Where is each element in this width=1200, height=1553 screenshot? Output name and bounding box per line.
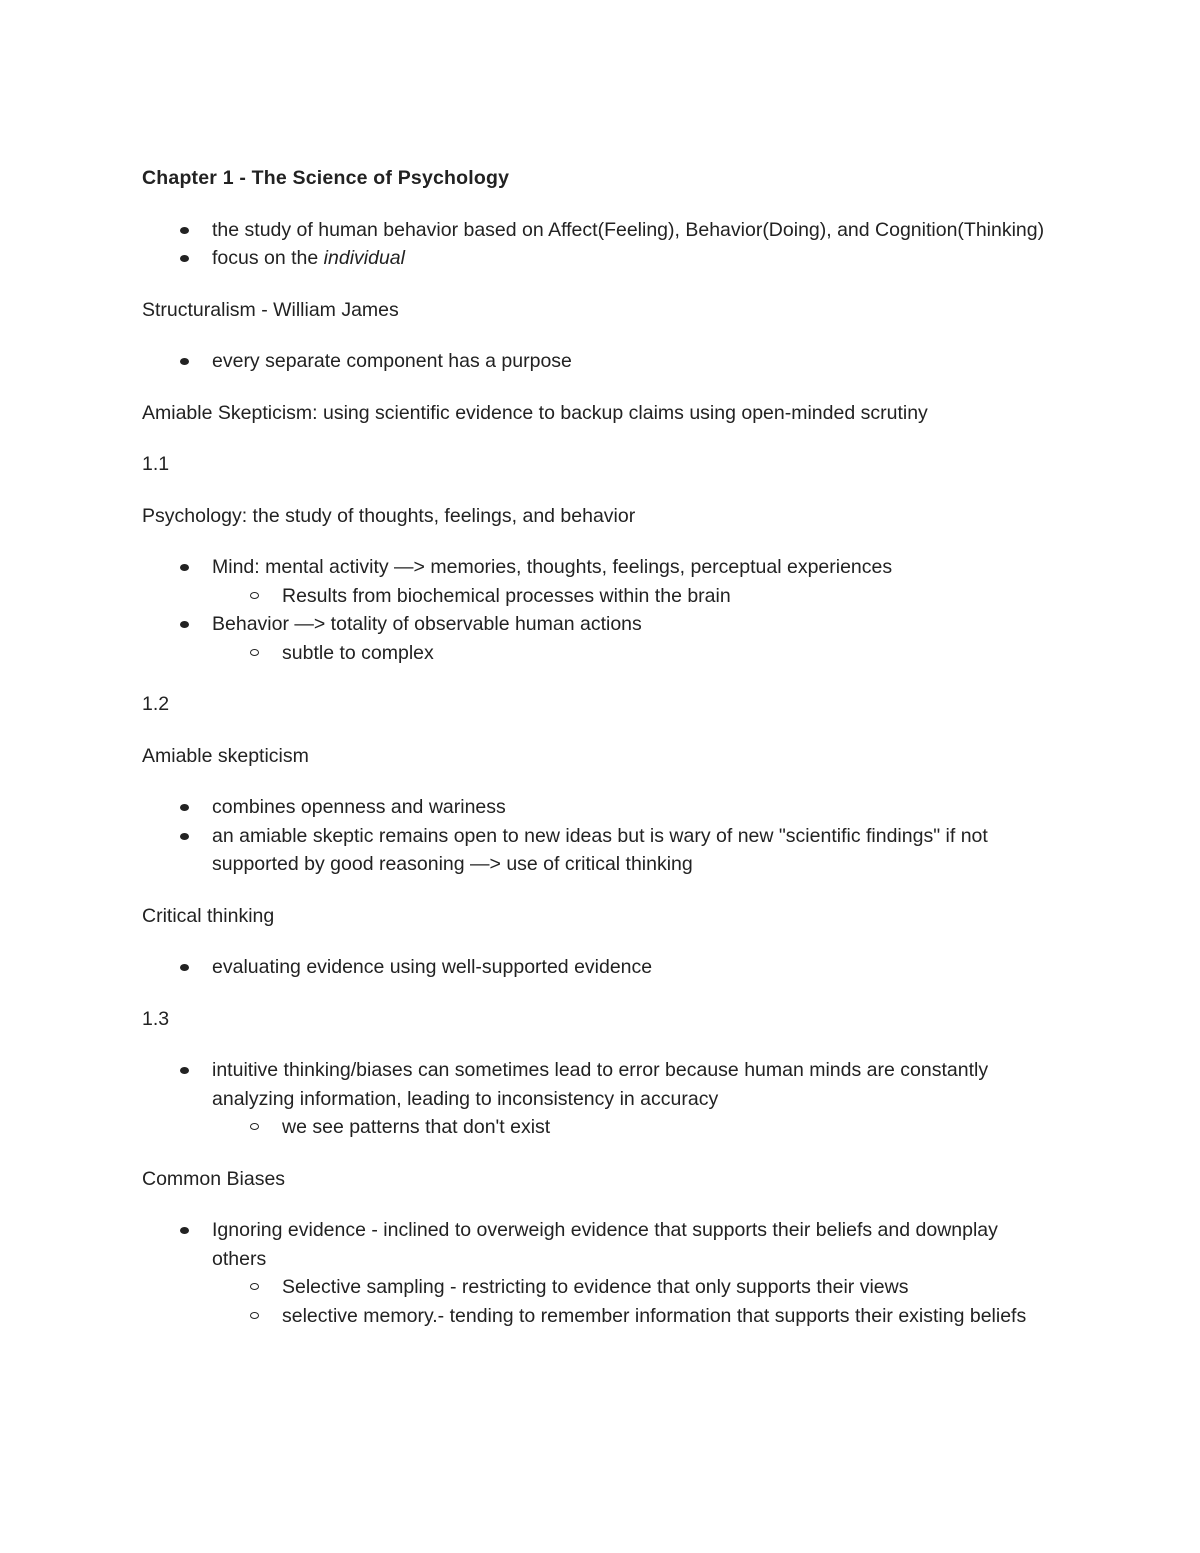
intro-list <box>142 216 1052 273</box>
chapter-title: Chapter 1 - The Science of Psychology <box>142 167 510 189</box>
bullet-icon <box>180 833 189 840</box>
emphasis-text: individual <box>323 247 405 269</box>
list-item <box>142 553 1052 610</box>
structuralism-list <box>142 347 1052 376</box>
hollow-bullet-icon <box>250 649 259 656</box>
structuralism-heading: Structuralism - William James <box>142 298 399 321</box>
list-item <box>142 822 1052 879</box>
sub-list <box>212 1113 1052 1142</box>
section-number: 1.3 <box>142 1007 170 1030</box>
sub-list-item-text: subtle to complex <box>282 641 434 664</box>
list-item-text: Behavior —> totality of observable human actions <box>212 613 642 635</box>
amiable-skepticism-heading: Amiable skepticism <box>142 744 309 767</box>
bullet-icon <box>180 227 189 234</box>
hollow-bullet-icon <box>250 592 259 599</box>
amiable-skepticism-definition: Amiable Skepticism: using scientific evidence to backup claims using open-minded scrutiny <box>142 401 928 424</box>
bullet-icon <box>180 804 189 811</box>
bullet-icon <box>180 564 189 571</box>
list-item <box>142 610 1052 667</box>
section-number: 1.1 <box>142 453 170 475</box>
list-item-text: combines openness and wariness <box>212 796 506 818</box>
list-item <box>142 216 1052 245</box>
list-item-text: Ignoring evidence - inclined to overweigh evidence that supports their beliefs and downplay others <box>212 1219 998 1270</box>
list-item-text: intuitive thinking/biases can sometimes lead to error because human minds are constantly analyzing information, leading to inconsistency in accuracy <box>212 1059 989 1110</box>
sub-list-item-text: Results from biochemical processes within the brain <box>282 584 731 607</box>
list-item-text: Mind: mental activity —> memories, thoughts, feelings, perceptual experiences <box>212 556 893 578</box>
list-item-text: focus on the <box>212 247 324 269</box>
common-biases-list <box>142 1216 1052 1330</box>
amiable-skepticism-list <box>142 793 1052 879</box>
hollow-bullet-icon <box>250 1283 259 1290</box>
list-item <box>142 953 1052 982</box>
list-item-text: the study of human behavior based on Affect(Feeling), Behavior(Doing), and Cognition(Thinking) <box>212 218 1045 241</box>
bullet-icon <box>180 621 189 628</box>
sub-list <box>212 1273 1052 1330</box>
section-number: 1.2 <box>142 693 170 715</box>
psychology-definition: Psychology: the study of thoughts, feelings, and behavior <box>142 504 636 527</box>
list-item <box>142 1056 1052 1142</box>
sub-list-item-text: Selective sampling - restricting to evidence that only supports their views <box>282 1276 909 1298</box>
bullet-icon <box>180 964 189 971</box>
hollow-bullet-icon <box>250 1312 259 1319</box>
bullet-icon <box>180 1067 189 1074</box>
sub-list <box>212 639 1052 668</box>
sub-list-item <box>212 1302 1052 1331</box>
bullet-icon <box>180 1227 189 1234</box>
mind-behavior-list <box>142 553 1052 667</box>
critical-thinking-heading: Critical thinking <box>142 904 275 927</box>
sub-list-item-text: we see patterns that don't exist <box>282 1116 551 1138</box>
bullet-icon <box>180 255 189 262</box>
list-item <box>142 347 1052 376</box>
list-item-text: an amiable skeptic remains open to new ideas but is wary of new "scientific findings" if not supported by good reasoning —> use of critical thinking <box>212 824 988 875</box>
list-item <box>142 793 1052 822</box>
hollow-bullet-icon <box>250 1123 259 1130</box>
sub-list-item <box>212 639 1052 668</box>
sub-list-item <box>212 582 1052 611</box>
list-item <box>142 244 1052 273</box>
critical-thinking-list <box>142 953 1052 982</box>
sub-list-item <box>212 1273 1052 1302</box>
sub-list-item <box>212 1113 1052 1142</box>
intuitive-thinking-list <box>142 1056 1052 1142</box>
document-page <box>142 164 1052 1353</box>
sub-list <box>212 582 1052 611</box>
common-biases-heading: Common Biases <box>142 1167 286 1190</box>
bullet-icon <box>180 358 189 365</box>
list-item-text: every separate component has a purpose <box>212 350 572 372</box>
list-item <box>142 1216 1052 1330</box>
sub-list-item-text: selective memory.- tending to remember information that supports their existing beliefs <box>282 1304 1027 1327</box>
list-item-text: evaluating evidence using well-supported evidence <box>212 956 653 978</box>
